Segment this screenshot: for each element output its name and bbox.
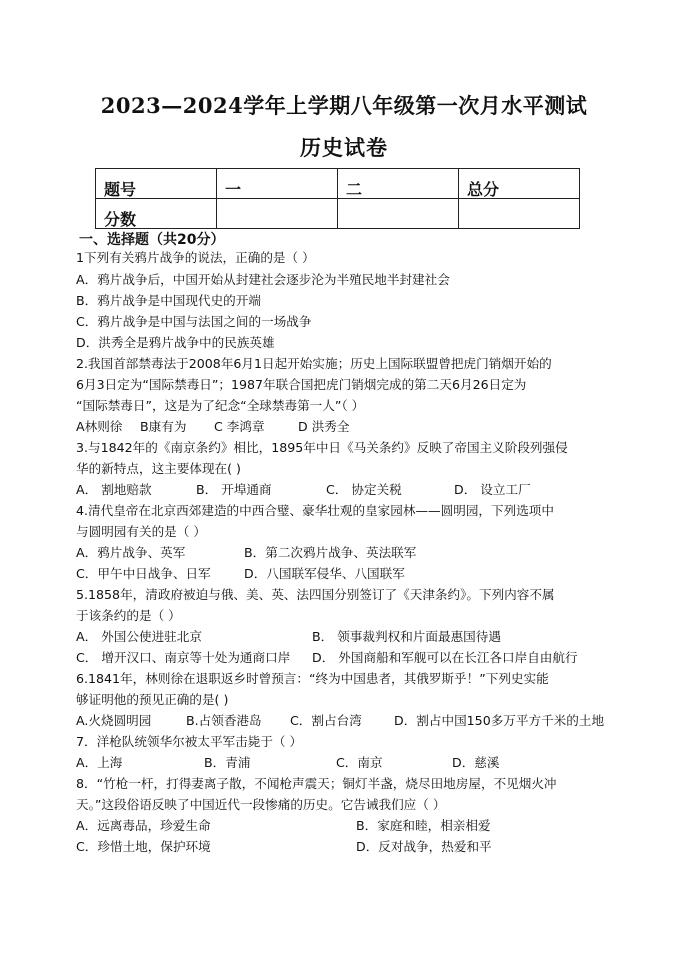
question-4-line-2: 与圆明园有关的是（ ） (76, 524, 206, 539)
question-6-options (76, 713, 616, 729)
score-cell: 题号 (96, 169, 217, 199)
question-4-option-a: A．鸦片战争、英军 (76, 545, 186, 560)
question-1-option-d: D．洪秀全是鸦片战争中的民族英雄 (76, 335, 275, 350)
question-8-line-1: 8．“竹枪一杆，打得妻离子散，不闻枪声震天；铜灯半盏，烧尽田地房屋，不见烟火冲 (76, 776, 557, 791)
question-8-option-d: D．反对战争，热爱和平 (356, 839, 492, 854)
score-table (95, 168, 580, 229)
question-6-line-1: 6.1841年，林则徐在退职返乡时曾预言：“终为中国患者，其俄罗斯乎！”下列史实能 (76, 671, 549, 686)
question-2-option-a: A林则徐 (76, 419, 123, 434)
score-table-value-row (96, 199, 580, 229)
exam-subtitle: 历史试卷 (300, 135, 388, 160)
question-6-option-d: D．割占中国150多万平方千米的土地 (394, 713, 605, 728)
question-8-options-ab (76, 818, 616, 834)
question-4-option-d: D．八国联军侵华、八国联军 (244, 566, 405, 581)
question-2-options (76, 419, 616, 435)
question-7-stem: 7．洋枪队统领华尔被太平军击毙于（ ） (76, 734, 303, 749)
question-3-line-1: 3.与1842年的《南京条约》相比，1895年中日《马关条约》反映了帝国主义阶段列强侵 (76, 440, 568, 455)
question-5-line-2: 于该条约的是（ ） (76, 608, 181, 623)
question-5-option-a: A． 外国公使进驻北京 (76, 629, 202, 644)
question-4-options-ab (76, 545, 616, 561)
question-7-option-c: C．南京 (336, 755, 383, 770)
question-2-option-c: C 李鸿章 (214, 419, 265, 434)
question-6-line-2: 够证明他的预见正确的是( ) (76, 692, 229, 707)
question-2-option-d: D 洪秀全 (298, 419, 350, 434)
question-8-line-2: 天。”这段俗语反映了中国近代一段惨痛的历史。它告诫我们应（ ） (76, 797, 446, 812)
question-3-options (76, 482, 616, 498)
score-cell: 二 (338, 169, 459, 199)
question-8-option-c: C．珍惜土地，保护环境 (76, 839, 211, 854)
score-cell (338, 199, 459, 229)
question-1-option-a: A．鸦片战争后，中国开始从封建社会逐步沦为半殖民地半封建社会 (76, 272, 450, 287)
question-2-option-b: B康有为 (140, 419, 187, 434)
question-5-options-cd (76, 650, 616, 666)
question-8-options-cd (76, 839, 616, 855)
question-6-option-a: A.火烧圆明园 (76, 713, 152, 728)
question-3-option-d: D． 设立工厂 (454, 482, 531, 497)
score-cell (217, 199, 338, 229)
question-3-option-b: B． 开埠通商 (196, 482, 272, 497)
question-4-options-cd (76, 566, 616, 582)
question-7-option-b: B．青浦 (204, 755, 251, 770)
question-3-option-a: A． 割地赔款 (76, 482, 152, 497)
question-5-options-ab (76, 629, 616, 645)
score-cell: 一 (217, 169, 338, 199)
score-table-header-row (96, 169, 580, 199)
exam-title: 2023—2024学年上学期八年级第一次月水平测试 (100, 93, 588, 118)
question-2-line-1: 2.我国首部禁毒法于2008年6月1日起开始实施；历史上国际联盟曾把虎门销烟开始的 (76, 356, 552, 371)
question-3-line-2: 华的新特点，这主要体现在( ) (76, 461, 241, 476)
question-7-options (76, 755, 616, 771)
question-3-option-c: C． 协定关税 (326, 482, 402, 497)
question-4-option-c: C．甲午中日战争、日军 (76, 566, 211, 581)
question-6-option-c: C．割占台湾 (290, 713, 362, 728)
score-cell (459, 199, 580, 229)
question-1-option-c: C．鸦片战争是中国与法国之间的一场战争 (76, 314, 312, 329)
question-5-line-1: 5.1858年，清政府被迫与俄、美、英、法四国分别签订了《天津条约》。下列内容不属 (76, 587, 555, 602)
question-4-line-1: 4.清代皇帝在北京西郊建造的中西合璧、豪华壮观的皇家园林——圆明园，下列选项中 (76, 503, 554, 518)
section-heading: 一、选择题（共20分） (79, 232, 225, 248)
question-1-option-b: B．鸦片战争是中国现代史的开端 (76, 293, 261, 308)
question-2-line-2: 6月3日定为“国际禁毒日”；1987年联合国把虎门销烟完成的第二天6月26日定为 (76, 377, 527, 392)
question-5-option-b: B． 领事裁判权和片面最惠国待遇 (312, 629, 501, 644)
score-cell: 总分 (459, 169, 580, 199)
question-8-option-b: B．家庭和睦，相亲相爱 (356, 818, 491, 833)
question-4-option-b: B．第二次鸦片战争、英法联军 (244, 545, 417, 560)
score-cell: 分数 (96, 199, 217, 229)
question-2-line-3: “国际禁毒日”，这是为了纪念“全球禁毒第一人”（ ） (76, 398, 365, 413)
question-1-stem: 1下列有关鸦片战争的说法，正确的是（ ） (76, 250, 315, 265)
question-5-option-d: D． 外国商船和军舰可以在长江各口岸自由航行 (312, 650, 578, 665)
question-8-option-a: A．远离毒品，珍爱生命 (76, 818, 211, 833)
question-6-option-b: B.占领香港岛 (186, 713, 262, 728)
question-7-option-a: A．上海 (76, 755, 123, 770)
question-7-option-d: D．慈溪 (452, 755, 500, 770)
question-5-option-c: C． 增开汉口、南京等十处为通商口岸 (76, 650, 291, 665)
